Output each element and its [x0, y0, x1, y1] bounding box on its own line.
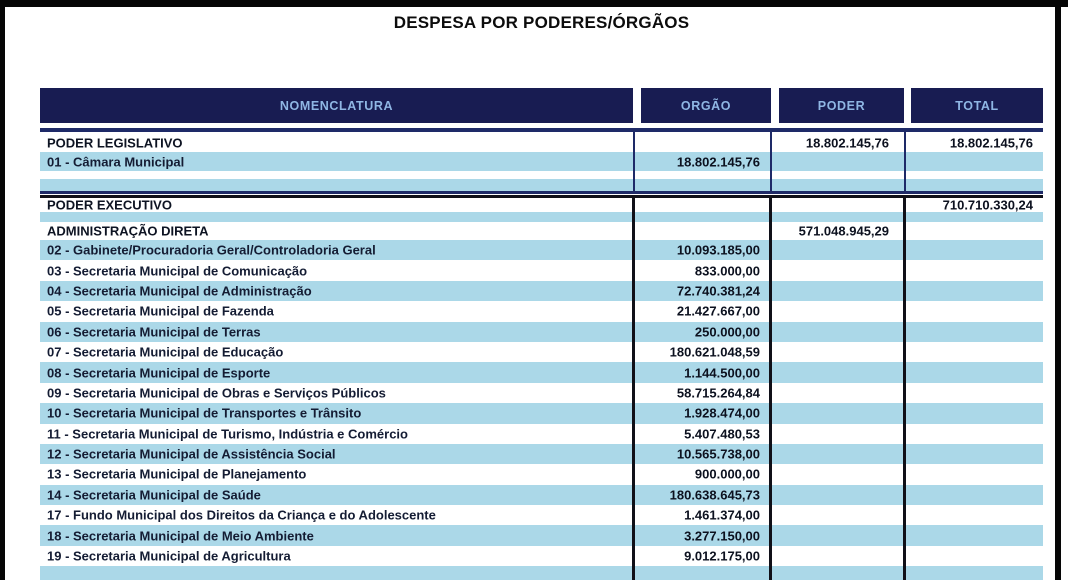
- cell-nomenclatura: PODER EXECUTIVO: [47, 197, 172, 213]
- column-header-orgao: ORGÃO: [641, 88, 771, 123]
- cell-nomenclatura: 10 - Secretaria Municipal de Transportes e Trânsito: [47, 405, 362, 421]
- spacer-row: [40, 171, 1043, 179]
- cell-nomenclatura: 18 - Secretaria Municipal de Meio Ambiente: [47, 528, 314, 544]
- spacer-row: [40, 566, 1043, 580]
- cell-orgao: 180.621.048,59: [669, 344, 760, 360]
- header-bottom-rule: [40, 127, 1043, 132]
- cell-nomenclatura: 03 - Secretaria Municipal de Comunicação: [47, 263, 308, 279]
- table-row: [40, 240, 1043, 260]
- table-row: [40, 222, 1043, 240]
- table-row: [40, 525, 1043, 545]
- scan-border-right: [1055, 0, 1061, 580]
- cell-total: 710.710.330,24: [942, 197, 1033, 213]
- cell-nomenclatura: 02 - Gabinete/Procuradoria Geral/Controladoria Geral: [47, 242, 376, 258]
- cell-nomenclatura: 05 - Secretaria Municipal de Fazenda: [47, 303, 274, 319]
- cell-nomenclatura: ADMINISTRAÇÃO DIRETA: [47, 223, 209, 239]
- cell-orgao: 1.144.500,00: [684, 365, 760, 381]
- table-row: [40, 260, 1043, 280]
- table-row: [40, 152, 1043, 171]
- table-row: [40, 383, 1043, 403]
- table-row: [40, 322, 1043, 342]
- cell-orgao: 21.427.667,00: [676, 303, 760, 319]
- table-row: [40, 444, 1043, 464]
- cell-poder: 18.802.145,76: [805, 135, 889, 150]
- table-row: [40, 403, 1043, 423]
- cell-orgao: 10.565.738,00: [676, 446, 760, 462]
- cell-orgao: 250.000,00: [694, 324, 760, 340]
- cell-nomenclatura: 13 - Secretaria Municipal de Planejamento: [47, 466, 307, 482]
- column-header-total: TOTAL: [911, 88, 1043, 123]
- cell-nomenclatura: 12 - Secretaria Municipal de Assistência Social: [47, 446, 336, 462]
- grid-line-orgao-left: [633, 132, 635, 191]
- grid-line-orgao-right: [770, 132, 772, 191]
- table-row: [40, 485, 1043, 505]
- expenses-table: [40, 88, 1043, 580]
- table-body: [40, 133, 1043, 580]
- cell-nomenclatura: 19 - Secretaria Municipal de Agricultura: [47, 548, 291, 564]
- cell-nomenclatura: PODER LEGISLATIVO: [47, 135, 183, 150]
- cell-orgao: 58.715.264,84: [676, 385, 760, 401]
- table-row: [40, 133, 1043, 152]
- cell-nomenclatura: 04 - Secretaria Municipal de Administração: [47, 283, 312, 299]
- cell-poder: 571.048.945,29: [798, 223, 889, 239]
- cell-orgao: 833.000,00: [694, 263, 760, 279]
- cell-orgao: 5.407.480,53: [684, 426, 760, 442]
- grid-line-black-orgao-right: [769, 198, 772, 580]
- spacer-row: [40, 179, 1043, 191]
- cell-nomenclatura: 11 - Secretaria Municipal de Turismo, Indústria e Comércio: [47, 426, 408, 442]
- cell-nomenclatura: 08 - Secretaria Municipal de Esporte: [47, 365, 271, 381]
- grid-line-black-poder-right: [903, 198, 906, 580]
- table-row: [40, 505, 1043, 525]
- cell-nomenclatura: 14 - Secretaria Municipal de Saúde: [47, 487, 261, 503]
- column-header-nomenclatura: NOMENCLATURA: [40, 88, 633, 123]
- cell-nomenclatura: 17 - Fundo Municipal dos Direitos da Criança e do Adolescente: [47, 507, 436, 523]
- table-row: [40, 198, 1043, 212]
- scan-border-left: [0, 0, 5, 580]
- grid-line-black-orgao-left: [632, 198, 635, 580]
- table-row: [40, 362, 1043, 382]
- cell-orgao: 9.012.175,00: [684, 548, 760, 564]
- table-row: [40, 546, 1043, 566]
- column-header-poder: PODER: [779, 88, 904, 123]
- cell-orgao: 1.461.374,00: [684, 507, 760, 523]
- cell-nomenclatura: 07 - Secretaria Municipal de Educação: [47, 344, 284, 360]
- cell-orgao: 72.740.381,24: [676, 283, 760, 299]
- cell-orgao: 10.093.185,00: [676, 242, 760, 258]
- spacer-row: [40, 212, 1043, 222]
- cell-orgao: 1.928.474,00: [684, 405, 760, 421]
- table-row: [40, 464, 1043, 484]
- cell-orgao: 180.638.645,73: [669, 487, 760, 503]
- table-row: [40, 342, 1043, 362]
- table-row: [40, 301, 1043, 321]
- table-row: [40, 424, 1043, 444]
- cell-nomenclatura: 01 - Câmara Municipal: [47, 154, 185, 169]
- cell-total: 18.802.145,76: [949, 135, 1033, 150]
- cell-nomenclatura: 09 - Secretaria Municipal de Obras e Serviços Públicos: [47, 385, 386, 401]
- page-title: DESPESA POR PODERES/ÓRGÃOS: [393, 13, 690, 32]
- scan-border-top: [0, 0, 1068, 7]
- cell-orgao: 18.802.145,76: [676, 154, 760, 169]
- cell-nomenclatura: 06 - Secretaria Municipal de Terras: [47, 324, 261, 340]
- cell-orgao: 3.277.150,00: [684, 528, 760, 544]
- section-divider: [40, 191, 1043, 198]
- table-row: [40, 281, 1043, 301]
- cell-orgao: 900.000,00: [694, 466, 760, 482]
- grid-line-poder-right: [904, 132, 906, 191]
